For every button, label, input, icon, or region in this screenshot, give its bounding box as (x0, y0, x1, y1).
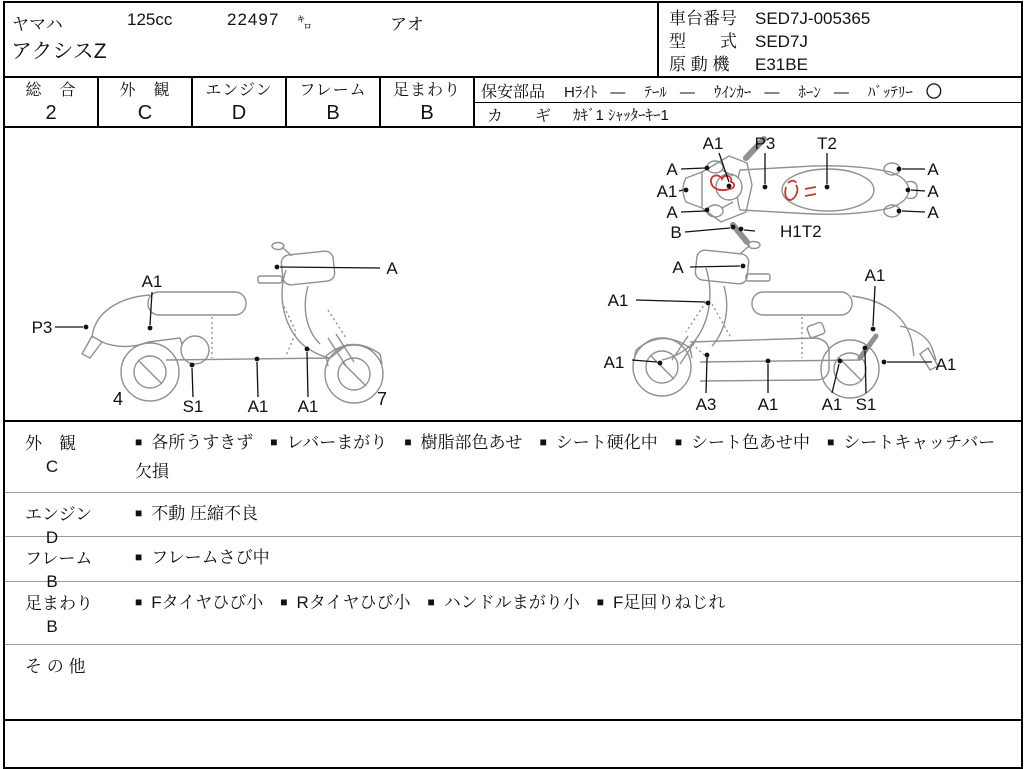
chassis-number: SED7J-005365 (755, 9, 871, 28)
safety-parts-row (475, 78, 1021, 103)
rating-label: エンジン (205, 82, 273, 99)
condition-item (135, 433, 253, 452)
tire-grade-label: 4 (112, 389, 124, 409)
maker-name: ヤマハ (12, 15, 63, 34)
safety-part-name: ﾊﾞｯﾃﾘｰ (867, 83, 913, 101)
displacement: 125cc (127, 10, 173, 29)
bullet-square-icon: ■ (270, 435, 278, 449)
leader-lines (55, 267, 380, 397)
damage-code-label: A (666, 203, 678, 222)
rating-grade: C (137, 102, 153, 124)
damage-code-label: A (672, 258, 684, 277)
safety-part-value: — (679, 83, 695, 101)
damage-code-label: A1 (603, 353, 625, 372)
safety-part-value: — (610, 83, 626, 101)
damage-code-label: P3 (31, 318, 53, 337)
condition-text: シート硬化中 (555, 433, 658, 452)
damage-code-label: S1 (855, 395, 877, 414)
red-handwriting-on-body (785, 181, 816, 200)
damage-code-label: A (927, 203, 939, 222)
safety-part-value: — (833, 83, 849, 101)
condition-text: Rタイヤひび小 (296, 593, 411, 612)
rating-label: フレーム (299, 82, 367, 99)
leader-lines (679, 153, 925, 232)
condition-row (5, 582, 1021, 645)
rating-cell (193, 78, 287, 126)
safety-part-value: — (764, 83, 780, 101)
rating-grade: D (231, 102, 247, 124)
damage-code-label: A1 (757, 395, 779, 414)
condition-item (597, 593, 726, 612)
inspection-sheet (3, 1, 1023, 769)
mileage-unit: ㌔ (297, 15, 313, 32)
damage-code-label: S1 (182, 397, 204, 416)
vehicle-id-box (657, 3, 1021, 76)
condition-items (135, 429, 1021, 492)
mileage-value: 22497 (227, 10, 280, 29)
model-code-label: 型 式 (669, 32, 737, 51)
sheet-header (5, 3, 1021, 76)
damage-code-label: B (670, 223, 682, 242)
safety-parts-box (475, 78, 1021, 126)
ratings-table (5, 76, 1021, 128)
damage-diagram-area (5, 128, 1021, 422)
scooter-top-view-diagram (645, 130, 955, 250)
condition-section-grade: B (46, 617, 58, 636)
rating-cell (287, 78, 381, 126)
condition-items (135, 652, 1021, 719)
chassis-row (669, 7, 1021, 30)
damage-code-label: T2 (817, 134, 837, 153)
safety-part-name: ﾃｰﾙ (644, 83, 667, 101)
damage-code-label: A3 (695, 395, 717, 414)
model-code-row (669, 30, 1021, 53)
engine-code-value: E31BE (755, 55, 808, 74)
scooter-left-side-diagram (30, 240, 430, 420)
safety-items (545, 79, 942, 102)
damage-code-label: A1 (656, 182, 678, 201)
key-value: ｶｷﾞ1 ｼｬｯﾀｰｷｰ1 (573, 107, 669, 124)
condition-row (5, 493, 1021, 547)
condition-text: 各所うすきず (151, 433, 254, 452)
scooter-left-outline (82, 243, 383, 404)
condition-section-grade: D (45, 528, 59, 547)
condition-section-grade: B (46, 572, 58, 591)
condition-text: 不動 圧縮不良 (151, 504, 258, 523)
condition-item (675, 433, 810, 452)
condition-section-name: エンジン (25, 505, 93, 524)
condition-text: F足回りねじれ (612, 593, 726, 612)
condition-text: Fタイヤひび小 (151, 593, 264, 612)
condition-section-label (5, 500, 135, 547)
ratings-cells (5, 78, 475, 126)
rating-grade: B (326, 102, 340, 124)
bullet-square-icon: ■ (280, 595, 288, 609)
rating-label: 足まわり (392, 82, 461, 99)
condition-row (5, 537, 1021, 591)
safety-part-name: Hﾗｲﾄ (564, 83, 598, 101)
condition-items (135, 544, 1021, 581)
bullet-square-icon: ■ (404, 435, 412, 449)
rating-cell (99, 78, 193, 126)
condition-text: シート色あせ中 (691, 433, 811, 452)
damage-code-label: A1 (607, 291, 629, 310)
leader-dots (84, 265, 310, 368)
rating-label: 外 観 (119, 82, 171, 99)
tire-grade-label: 7 (376, 389, 388, 409)
damage-code-label: A1 (141, 272, 163, 291)
safety-part-item (625, 84, 695, 101)
safety-parts-label: 保安部品 (481, 83, 546, 101)
bullet-square-icon: ■ (135, 435, 143, 449)
scooter-right-side-diagram (560, 240, 1000, 420)
bullet-square-icon: ■ (135, 506, 143, 520)
damage-code-label: A1 (821, 395, 843, 414)
condition-item (135, 593, 263, 612)
bullet-square-icon: ■ (596, 595, 604, 609)
rating-cell (5, 78, 99, 126)
condition-text: 樹脂部色あせ (420, 433, 523, 452)
safety-part-name: ｳｲﾝｶｰ (713, 83, 752, 101)
damage-code-label: A (927, 182, 939, 201)
condition-item (540, 433, 658, 452)
condition-items (135, 589, 1021, 644)
bullet-square-icon: ■ (135, 595, 143, 609)
rating-label: 総 合 (25, 82, 77, 99)
condition-section-label (5, 544, 135, 591)
damage-code-label: A (666, 160, 678, 179)
condition-section-grade: C (45, 457, 59, 476)
key-label: カ ギ (487, 108, 560, 125)
damage-code-label: H1T2 (780, 222, 822, 241)
bottom-empty-strip (5, 721, 1021, 763)
condition-items (135, 500, 1021, 536)
condition-text: ハンドルまがり小 (443, 593, 580, 612)
bullet-square-icon: ■ (539, 435, 547, 449)
damage-code-label: A1 (247, 397, 269, 416)
left-view-labels (32, 259, 399, 416)
condition-text: フレームさび中 (151, 548, 270, 567)
damage-code-label: A (386, 259, 398, 278)
condition-item (280, 593, 410, 612)
condition-item (135, 504, 258, 523)
condition-text: レバーまがり (286, 433, 388, 452)
condition-item (427, 593, 579, 612)
condition-row (5, 645, 1021, 721)
safety-part-item (695, 84, 780, 101)
condition-section-name: フレーム (25, 549, 93, 568)
condition-section-name: そ の 他 (25, 657, 86, 676)
condition-rows (5, 422, 1021, 721)
damage-code-label: A (927, 160, 939, 179)
condition-section-name: 外 観 (25, 434, 76, 453)
damage-code-label: A1 (864, 266, 886, 285)
right-view-labels (604, 258, 957, 414)
key-row (475, 103, 1021, 126)
damage-code-label: A1 (297, 397, 319, 416)
body-color: アオ (390, 15, 424, 34)
safety-part-item (779, 84, 849, 101)
bullet-square-icon: ■ (427, 595, 435, 609)
model-name: アクシスZ (11, 40, 107, 63)
condition-text: シートキャッチバー欠損 (135, 433, 996, 481)
safety-part-item (545, 84, 625, 101)
condition-item (270, 433, 387, 452)
condition-section-label (5, 652, 135, 719)
damage-code-label: P3 (754, 134, 776, 153)
rating-grade: B (420, 102, 434, 124)
damage-code-label: A1 (935, 355, 957, 374)
condition-section-name: 足まわり (25, 594, 93, 613)
chassis-label: 車台番号 (669, 9, 737, 28)
engine-code-label: 原 動 機 (669, 55, 730, 74)
condition-row (5, 422, 1021, 493)
safety-part-value: 〇 (925, 83, 942, 101)
model-code-value: SED7J (755, 32, 808, 51)
bullet-square-icon: ■ (135, 550, 143, 564)
engine-code-row (669, 53, 1021, 76)
condition-item (404, 433, 522, 452)
condition-section-label (5, 589, 135, 644)
rating-cell (381, 78, 475, 126)
rating-grade: 2 (45, 102, 57, 124)
bullet-square-icon: ■ (827, 435, 835, 449)
condition-section-label (5, 429, 135, 492)
safety-part-item (849, 84, 942, 101)
condition-item (135, 548, 270, 567)
bullet-square-icon: ■ (674, 435, 683, 449)
safety-part-name: ﾎｰﾝ (798, 83, 821, 101)
damage-code-label: A1 (702, 134, 724, 153)
